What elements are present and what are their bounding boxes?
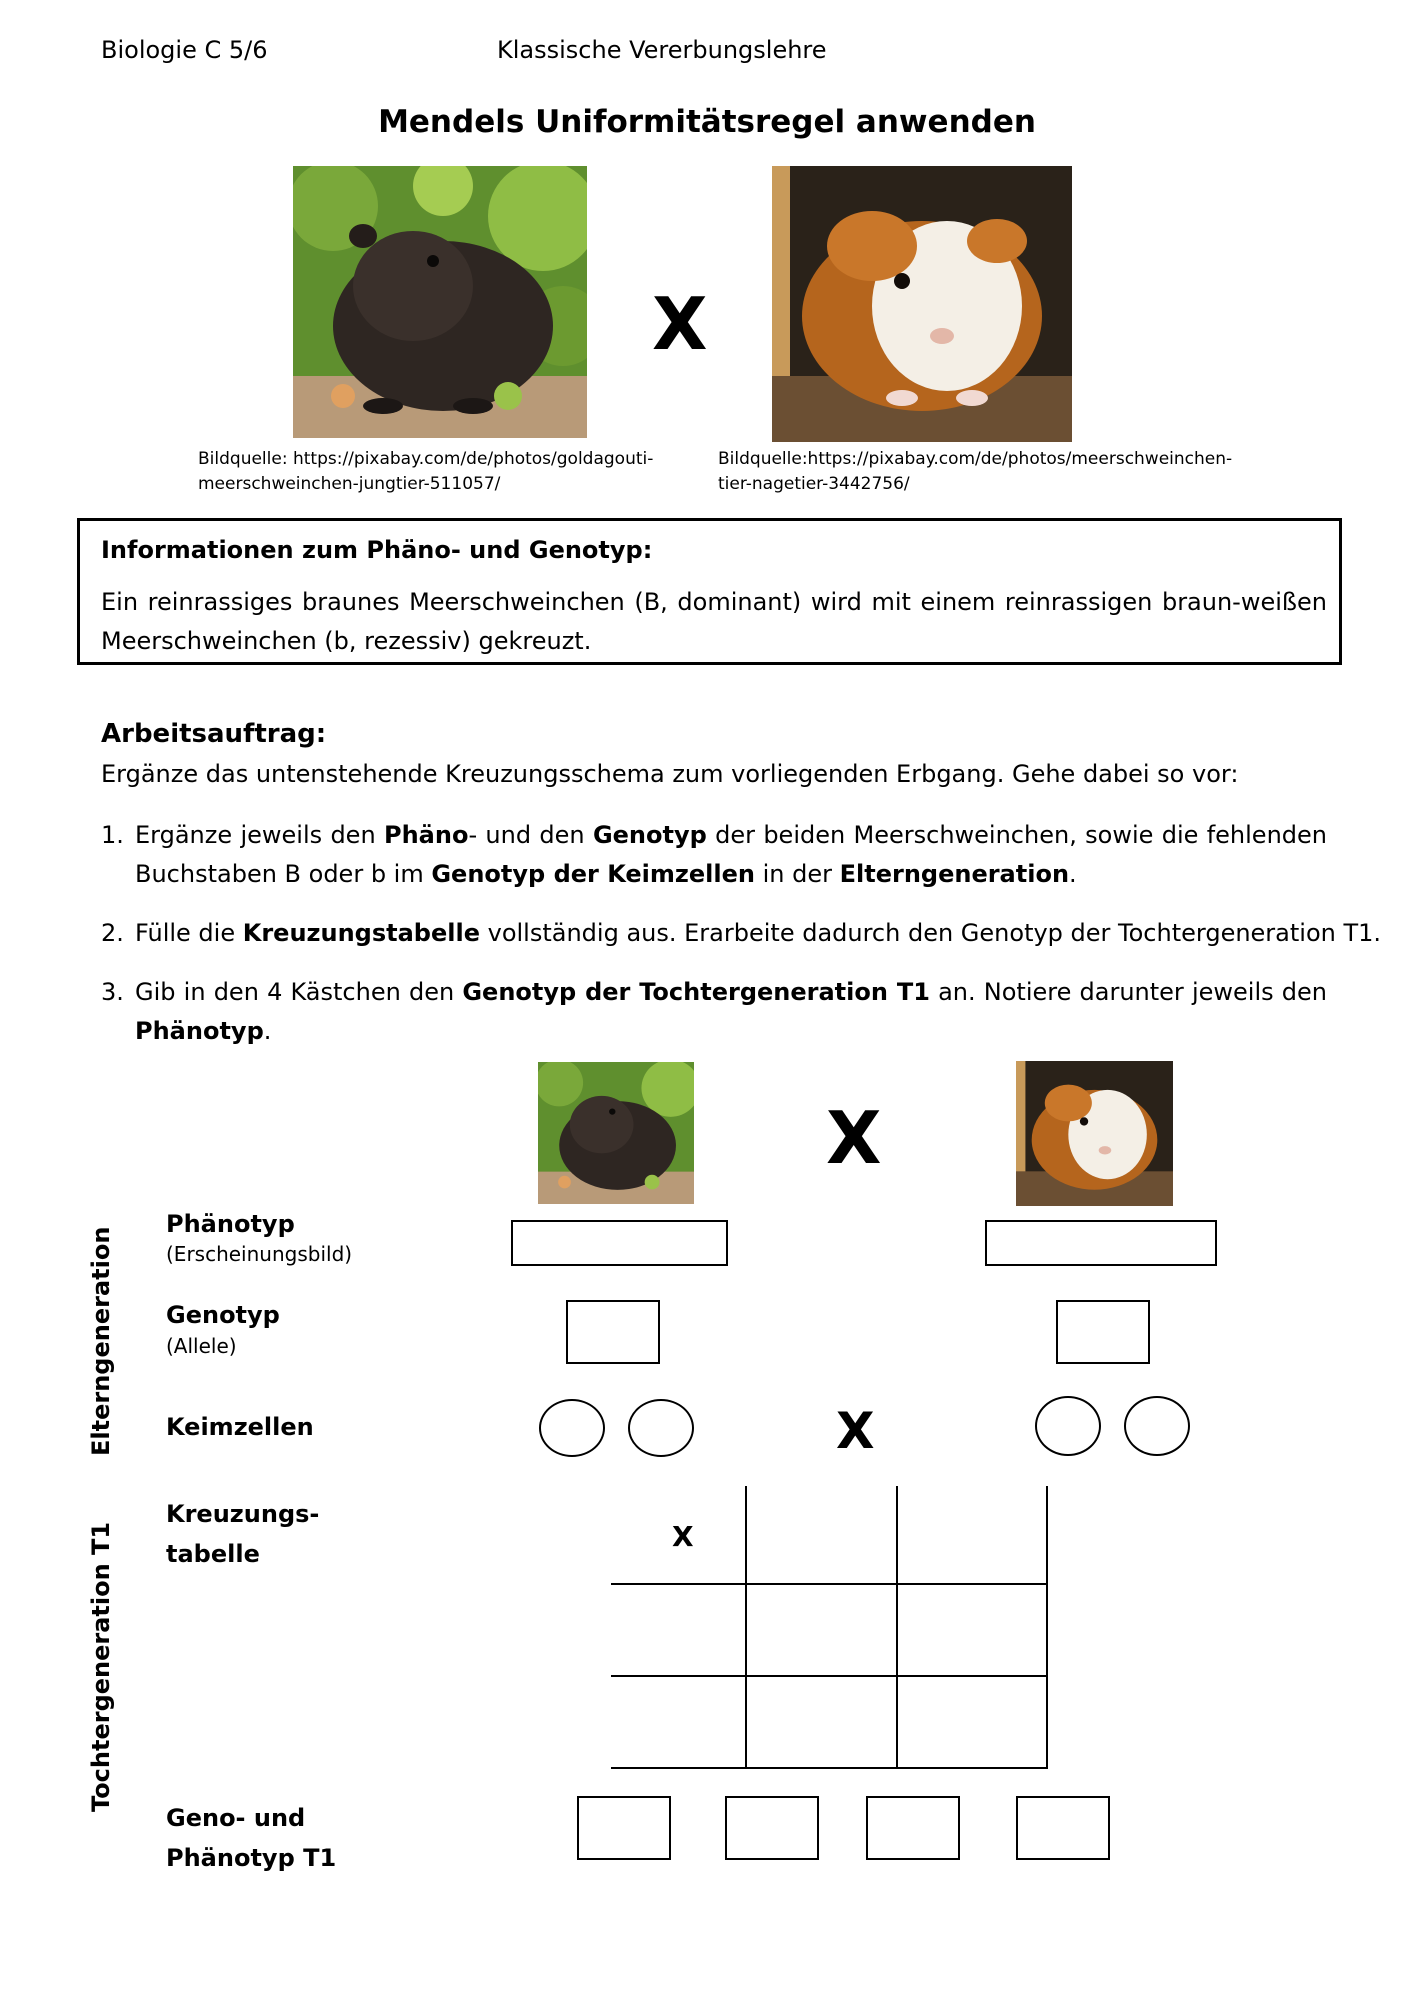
t1-input-2[interactable] [725, 1796, 819, 1860]
label-t1-2: Phänotyp T1 [166, 1844, 337, 1872]
task-step-2: 2. Fülle die Kreuzungstabelle vollständig aus. Erarbeite dadurch den Genotyp der Tochtergeneration T1. [101, 919, 1382, 947]
phenotype-input-left[interactable] [511, 1220, 728, 1266]
cross-symbol-scheme: X [826, 1096, 882, 1180]
phenotype-input-right[interactable] [985, 1220, 1217, 1266]
guinea-pig-black-photo [293, 166, 587, 438]
guinea-pig-black-thumb [538, 1062, 694, 1204]
cross-table-corner: X [672, 1520, 694, 1553]
side-label-parents: Elterngeneration [87, 1226, 115, 1456]
page-title: Mendels Uniformitätsregel anwenden [378, 104, 1036, 140]
image-source-left: Bildquelle: https://pixabay.com/de/photos/goldagouti- meerschweinchen-jungtier-511057/ [198, 449, 654, 494]
task-intro: Ergänze das untenstehende Kreuzungsschema zum vorliegenden Erbgang. Gehe dabei so vor: [101, 760, 1239, 788]
task-step-1: 1. Ergänze jeweils den Phäno- und den Genotyp der beiden Meerschweinchen, sowie die fehlenden Buchstaben B oder b im Genotyp der Keimzellen in der Elterngeneration. [101, 821, 1327, 888]
genotype-input-right[interactable] [1056, 1300, 1150, 1364]
header-topic: Klassische Vererbungslehre [497, 36, 827, 64]
label-germ-cells: Keimzellen [166, 1413, 314, 1441]
cross-symbol-top: X [652, 282, 708, 366]
t1-input-4[interactable] [1016, 1796, 1110, 1860]
task-step-3: 3. Gib in den 4 Kästchen den Genotyp der Tochtergeneration T1 an. Notiere darunter jeweils den Phänotyp. [101, 978, 1327, 1045]
label-phenotype-sub: (Erscheinungsbild) [166, 1242, 353, 1266]
info-box-heading: Informationen zum Phäno- und Genotyp: [101, 536, 653, 564]
label-t1-1: Geno- und [166, 1804, 306, 1832]
info-box-text: Ein reinrassiges braunes Meerschweinchen (B, dominant) wird mit einem reinrassigen braun-weißen Meerschweinchen (b, rezessiv) gekreuzt. [101, 588, 1327, 655]
guinea-pig-tricolor-thumb [1016, 1061, 1173, 1206]
t1-input-3[interactable] [866, 1796, 960, 1860]
image-source-right: Bildquelle:https://pixabay.com/de/photos/meerschweinchen- tier-nagetier-3442756/ [718, 449, 1233, 494]
side-label-offspring: Tochtergeneration T1 [87, 1521, 115, 1812]
germ-cell-input-right-1[interactable] [1035, 1396, 1101, 1456]
label-cross-table-1: Kreuzungs- [166, 1500, 320, 1528]
t1-input-1[interactable] [577, 1796, 671, 1860]
label-cross-table-2: tabelle [166, 1540, 260, 1568]
guinea-pig-tricolor-photo [772, 166, 1072, 442]
task-heading: Arbeitsauftrag: [101, 719, 327, 749]
germ-cell-input-left-2[interactable] [628, 1399, 694, 1457]
task-steps [101, 816, 1382, 1051]
header-subject: Biologie C 5/6 [101, 36, 268, 64]
germ-cell-input-left-1[interactable] [539, 1399, 605, 1457]
cross-symbol-germ: X [836, 1402, 875, 1460]
label-genotype-sub: (Allele) [166, 1334, 237, 1358]
genotype-input-left[interactable] [566, 1300, 660, 1364]
germ-cell-input-right-2[interactable] [1124, 1396, 1190, 1456]
label-genotype: Genotyp [166, 1301, 280, 1329]
label-phenotype: Phänotyp [166, 1210, 295, 1238]
